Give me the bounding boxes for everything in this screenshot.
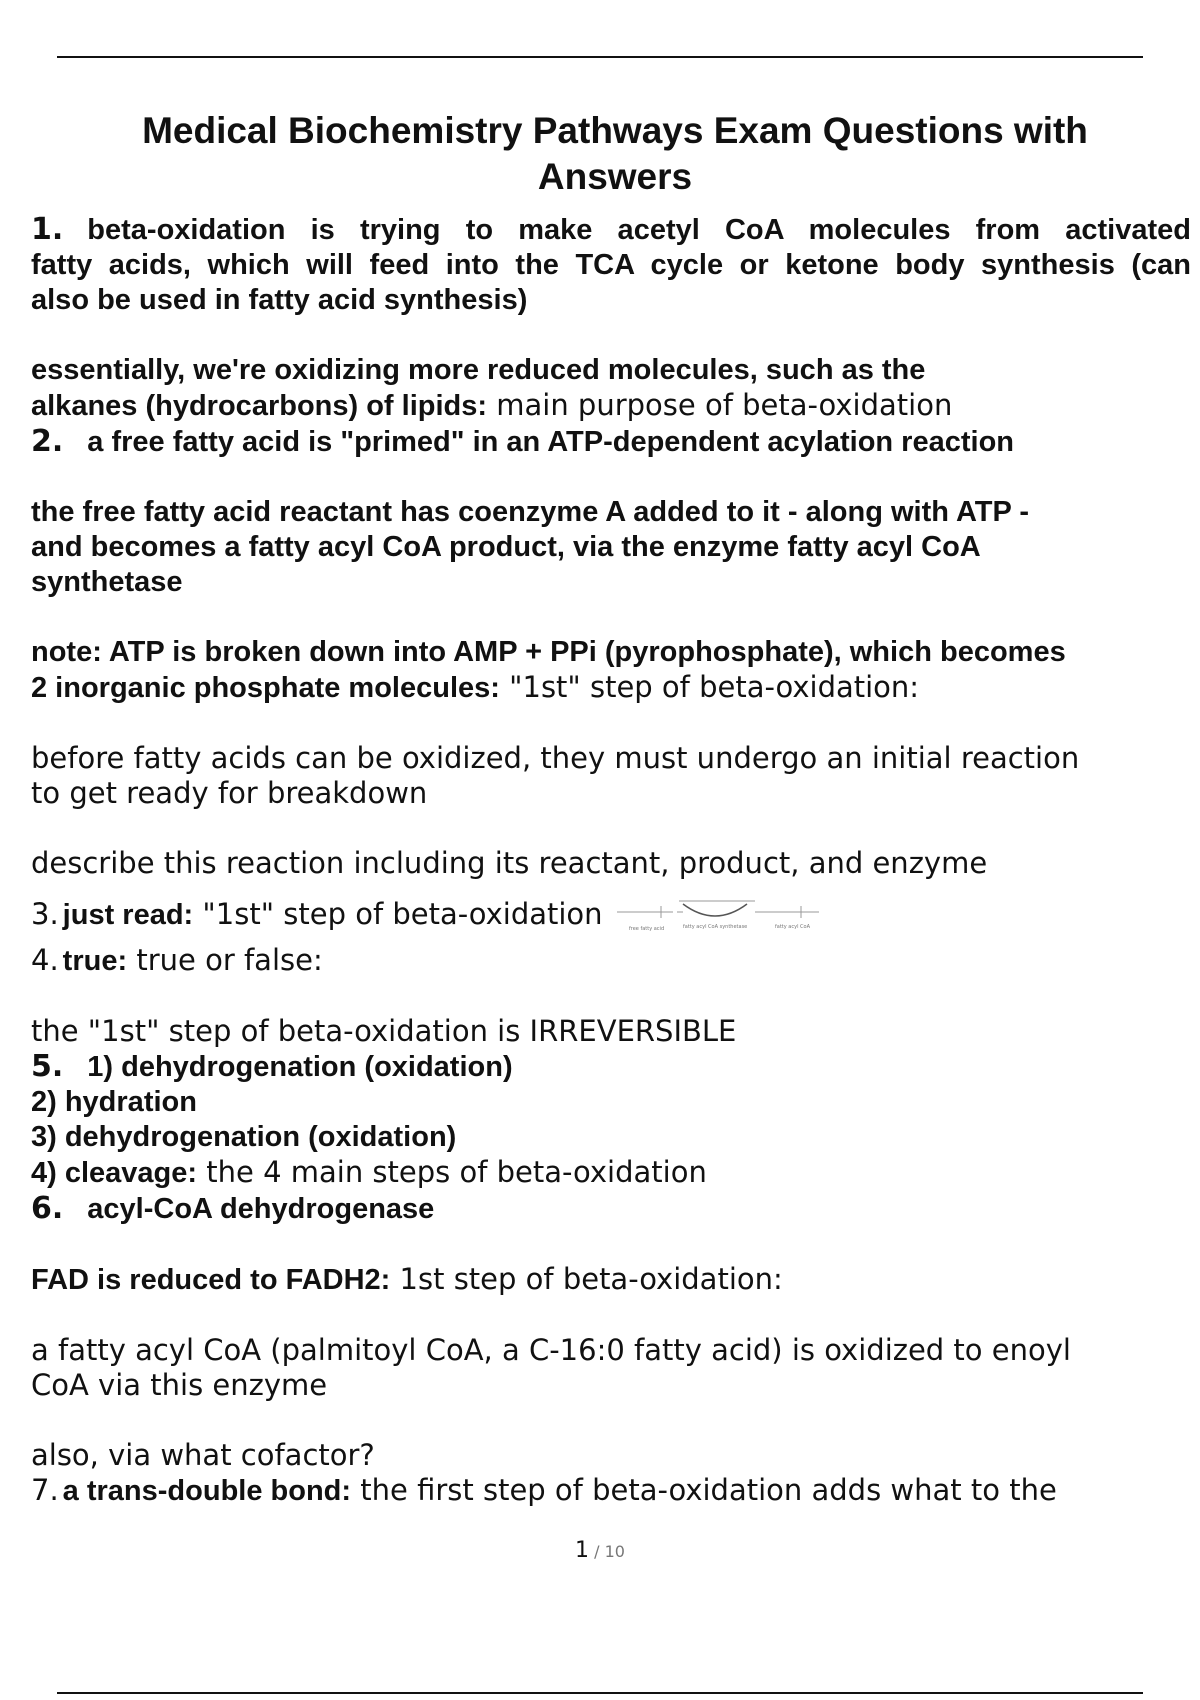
- diagram-label: fatty acyl CoA: [774, 923, 810, 930]
- answer-line: 2 inorganic phosphate molecules:: [31, 672, 500, 704]
- answer-line: 1) dehydrogenation (oxidation): [87, 1050, 513, 1083]
- question-text: to get ready for breakdown: [31, 776, 428, 810]
- question-text: "1st" step of beta-oxidation: [193, 897, 603, 931]
- item-number: 4.: [31, 942, 59, 977]
- answer-line: the free fatty acid reactant has coenzyme A added to it - along with ATP -: [31, 496, 1029, 528]
- item-number: 1.: [31, 212, 64, 247]
- reaction-diagram-image: [615, 898, 825, 943]
- answer-line: a free fatty acid is "primed" in an ATP-dependent acylation reaction: [87, 426, 1014, 458]
- answer-line: acyl-CoA dehydrogenase: [87, 1192, 435, 1225]
- answer-line: 2) hydration: [31, 1085, 197, 1118]
- qa-item-4: [31, 943, 1191, 1049]
- item-number: 2.: [31, 424, 64, 459]
- qa-item-1: [31, 212, 1191, 424]
- answer-line: fatty acids, which will feed into the TCA cycle or ketone body synthesis (can: [31, 249, 1191, 281]
- qa-item-5: [31, 1049, 1191, 1191]
- question-text: also, via what cofactor?: [31, 1437, 375, 1472]
- qa-item-2: [31, 424, 1191, 881]
- answer-line: synthetase: [31, 566, 183, 598]
- question-text: CoA via this enzyme: [31, 1367, 328, 1402]
- answer-line: beta-oxidation is trying to make acetyl CoA molecules from activated: [87, 214, 1191, 246]
- answer-text: just read:: [62, 899, 194, 931]
- page-title: [60, 108, 1170, 200]
- question-text: the first step of beta-oxidation adds what to the: [351, 1472, 1057, 1507]
- answer-line: note: ATP is broken down into AMP + PPi (pyrophosphate), which becomes: [31, 636, 1066, 668]
- top-rule: [57, 56, 1143, 58]
- question-text: "1st" step of beta-oxidation:: [499, 670, 920, 704]
- title-line-2: Answers: [537, 156, 693, 197]
- qa-list: [31, 212, 1191, 1509]
- question-text: 1st step of beta-oxidation:: [390, 1261, 783, 1296]
- diagram-label: fatty acyl CoA synthetase: [682, 923, 747, 930]
- answer-line: essentially, we're oxidizing more reduced molecules, such as the: [31, 354, 926, 386]
- question-text: before fatty acids can be oxidized, they must undergo an initial reaction: [31, 741, 1080, 775]
- page-number: [0, 1538, 1200, 1563]
- answer-text: a trans-double bond:: [62, 1474, 352, 1507]
- answer-line: alkanes (hydrocarbons) of lipids:: [31, 390, 488, 422]
- title-line-1: Medical Biochemistry Pathways Exam Questions with: [142, 110, 1088, 151]
- question-text: the "1st" step of beta-oxidation is IRREVERSIBLE: [31, 1013, 737, 1048]
- answer-line: 4) cleavage:: [31, 1156, 198, 1189]
- bottom-rule: [57, 1692, 1143, 1694]
- item-number: 6.: [31, 1190, 64, 1226]
- question-text: a fatty acyl CoA (palmitoyl CoA, a C-16:0 fatty acid) is oxidized to enoyl: [31, 1332, 1071, 1367]
- answer-line: and becomes a fatty acyl CoA product, via the enzyme fatty acyl CoA: [31, 531, 981, 563]
- question-text: true or false:: [127, 942, 323, 977]
- item-number: 5.: [31, 1048, 64, 1084]
- page-total: / 10: [594, 1542, 625, 1561]
- answer-text: true:: [62, 944, 128, 977]
- qa-item-6: [31, 1191, 1191, 1473]
- question-text: describe this reaction including its reactant, product, and enzyme: [31, 846, 988, 880]
- question-text: the 4 main steps of beta-oxidation: [197, 1154, 707, 1189]
- question-text: main purpose of beta-oxidation: [487, 388, 953, 422]
- page-current: 1: [575, 1538, 590, 1563]
- item-number: 7.: [31, 1472, 59, 1507]
- qa-item-3: [31, 897, 1191, 943]
- answer-line: FAD is reduced to FADH2:: [31, 1263, 391, 1296]
- diagram-label: free fatty acid: [628, 925, 664, 932]
- answer-line: also be used in fatty acid synthesis): [31, 284, 528, 316]
- qa-item-7: [31, 1473, 1191, 1509]
- item-number: 3.: [31, 897, 59, 931]
- answer-line: 3) dehydrogenation (oxidation): [31, 1120, 457, 1153]
